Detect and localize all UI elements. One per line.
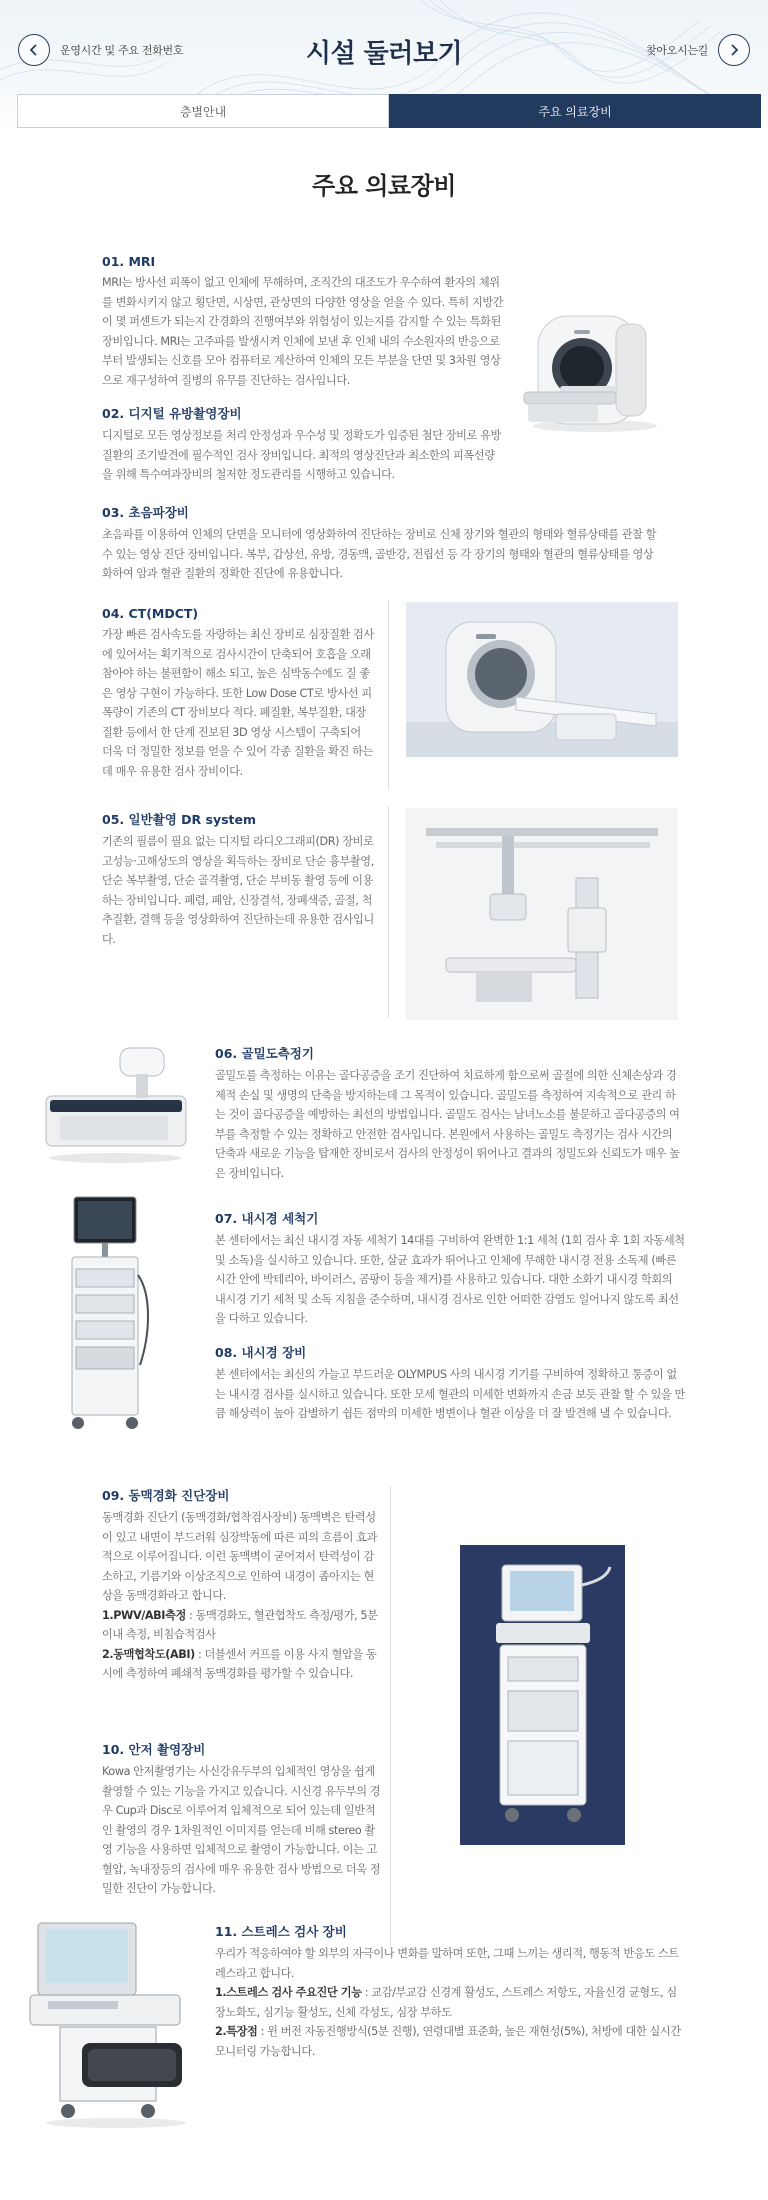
item-text: 동맥경화 진단기 (동맥경화/협착검사장비) 동맥벽은 탄력성이 있고 내면이 부드러워 심장박동에 따른 피의 흐름이 효과적으로 이루어집니다. 이런 동맥벽이 굳어져서 탄력성이 감소하고, 기름기와 이상조직으로 인하여 내경이 좁아지는 현상을 동맥경화라고 합니다. — [102, 1511, 378, 1602]
item-title: 07. 내시경 세척기 — [215, 1211, 319, 1226]
divider — [390, 1486, 391, 1946]
item-text: Kowa 안저촬영기는 사신강유두부의 입체적인 영상을 쉽게 촬영할 수 있는 기능을 가지고 있습니다. 시신경 유두부의 경우 Cup과 Disc로 이루어져 입체적으로 되어 있는데 일반적인 촬영의 경우 1차원적인 이미지를 얻는데 비해 stereo 촬영 기능을 사용하면 입체적으로 촬영이 가능합니다. 이는 고혈압, 녹내장등의 검사에 매우 유용한 검사 방법으로 더욱 정밀한 진단이 가능합니다. — [102, 1765, 381, 1895]
atherosclerosis-analyzer-image — [460, 1545, 625, 1845]
item-title: 11. 스트레스 검사 장비 — [215, 1924, 347, 1939]
section-title: 주요 의료장비 — [312, 172, 456, 200]
item-title: 01. MRI — [102, 254, 156, 269]
endoscope-tower-image — [64, 1195, 154, 1440]
equipment-item-mammography — [102, 404, 504, 485]
item-title: 08. 내시경 장비 — [215, 1345, 307, 1360]
item-title: 05. 일반촬영 DR system — [102, 812, 257, 827]
equipment-item-ct — [102, 606, 374, 781]
equipment-item-stress-test — [215, 1922, 685, 2061]
chevron-right-icon — [718, 34, 750, 66]
equipment-item-endoscope — [215, 1343, 685, 1424]
equipment-item-atherosclerosis — [102, 1486, 382, 1684]
item-text: 디지털로 모든 영상정보를 처리 안정성과 우수성 및 정확도가 입증된 첨단 장비로 유방질환의 조기발견에 필수적인 검사 장비입니다. 최적의 영상진단과 최소한의 피폭선량을 위해 특수여과장비의 철저한 정도관리를 시행하고 있습니다. — [102, 429, 501, 481]
mri-machine-image — [520, 300, 670, 435]
prev-page-label: 운영시간 및 주요 전화번호 — [60, 44, 184, 57]
item-title: 04. CT(MDCT) — [102, 606, 199, 621]
equipment-item-bone-densitometer — [215, 1044, 685, 1183]
item-text: 우리가 적응하여야 할 외부의 자극이나 변화를 말하며 또한, 그때 느끼는 생리적, 행동적 반응도 스트레스라고 합니다. — [215, 1947, 679, 1980]
item-title: 06. 골밀도측정기 — [215, 1046, 314, 1061]
item-text: 가장 빠른 검사속도를 자랑하는 최신 장비로 심장질환 검사에 있어서는 획기적으로 검사시간이 단축되어 호흡을 오래 참아야 하는 불편함이 해소 되고, 높은 심박동수에도 질 좋은 영상 구현이 가능하다. 또한 Low Dose CT로 방사선 피폭량이 기존의 CT 장비보다 적다. 폐질환, 복부질환, 대장질환 등에서 한 단계 진보된 3D 영상 시스템이 구축되어 더욱 더 정밀한 정보를 얻을 수 있어 각종 질환을 확진 하는데 매우 유용한 검사 장비이다. — [102, 628, 374, 778]
feature-item: 2.특장점 : 윈 버전 자동진행방식(5분 진행), 연령대별 표준화, 높은 재현성(5%), 처방에 대한 실시간 모니터링 가능합니다. — [215, 2025, 681, 2058]
item-title: 02. 디지털 유방촬영장비 — [102, 406, 242, 421]
divider — [388, 600, 389, 790]
feature-item: 1.스트레스 검사 주요진단 기능 : 교감/부교감 신경계 활성도, 스트레스 저항도, 자율신경 균형도, 심장노화도, 심기능 활성도, 신체 각성도, 심장 부하도 — [215, 1986, 677, 2019]
next-page-link[interactable] — [646, 34, 750, 66]
equipment-item-mri — [102, 254, 504, 390]
equipment-item-fundus-camera — [102, 1740, 382, 1899]
tab-medical-equipment[interactable]: 주요 의료장비 — [389, 94, 761, 128]
item-text: MRI는 방사선 피폭이 없고 인체에 무해하며, 조직간의 대조도가 우수하여 환자의 체위를 변화시키지 않고 횡단면, 시상면, 관상면의 다양한 영상을 얻을 수 있다. 특히 지방간이 몇 퍼센트가 되는지 간경화의 진행여부와 위험성이 있는지를 감지할 수 있는 특화된 장비입니다. MRI는 고주파를 발생시켜 인체에 보낸 후 인체 내의 수소원자의 반응으로부터 발생되는 신호를 모아 컴퓨터로 계산하여 인체의 모든 부분을 단면 및 3차원 영상으로 재구성하여 질병의 유무를 진단하는 검사입니다. — [102, 276, 504, 387]
page-title: 시설 둘러보기 — [305, 39, 463, 69]
item-text: 골밀도를 측정하는 이유는 골다공증을 조기 진단하여 치료하게 함으로써 골절에 의한 신체손상과 경제적 손실 및 생명의 단축을 방지하는데 그 목적이 있습니다. 골밀도를 측정하여 지속적으로 관리 하는 것이 골다공증을 예방하는 최선의 방법입니다. 골밀도 검사는 남녀노소를 불문하고 골다공증의 여부를 측정할 수 있는 정확하고 안전한 검사입니다. 본원에서 사용하는 골밀도 측정기는 검사 시간의 단축과 새로운 기능을 탑재한 장비로서 검사의 안정성이 뛰어나고 결과의 정밀도와 신뢰도가 매우 높은 장비입니다. — [215, 1069, 680, 1180]
equipment-item-endoscope-washer — [215, 1209, 685, 1329]
stress-test-device-image — [28, 1915, 203, 2130]
feature-item: 2.동맥협착도(ABI) : 더블센서 커프를 이용 사지 혈압을 동시에 측정하여 폐쇄적 동맥경화를 평가할 수 있습니다. — [102, 1647, 377, 1680]
item-title: 03. 초음파장비 — [102, 505, 189, 520]
divider — [388, 806, 389, 1018]
item-text: 본 센터에서는 최신 내시경 자동 세척기 14대를 구비하여 완벽한 1:1 세척 (1회 검사 후 1회 자동세척 및 소독)을 실시하고 있습니다. 또한, 살균 효과가 뛰어나고 인체에 무해한 내시경 전용 소독제 (빠른 시간 안에 박테리아, 바이러스, 곰팡이 등을 제거)를 사용하고 있습니다. 대한 소화기 내시경 학회의 내시경 기기 세척 및 소독 지침을 준수하며, 내시경 검사로 인한 어떠한 감염도 일어나지 않도록 최선을 다하고 있습니다. — [215, 1234, 685, 1325]
item-title: 10. 안저 촬영장비 — [102, 1742, 206, 1757]
item-text: 본 센터에서는 최신의 가늘고 부드러운 OLYMPUS 사의 내시경 기기를 구비하여 정확하고 통증이 없는 내시경 검사를 실시하고 있습니다. 또한 모세 혈관의 미세한 변화까지 손금 보듯 관찰 할 수 있을 만큼 해상력이 높아 감별하기 쉽든 점막의 미세한 병변이나 혈관 이상을 더 잘 발견해 낼 수 있습니다. — [215, 1368, 685, 1420]
next-page-label: 찾아오시는길 — [646, 44, 708, 57]
equipment-item-dr-system — [102, 810, 374, 949]
item-text: 기존의 필름이 필요 없는 디지털 라디오그래피(DR) 장비로 고성능·고해상도의 영상을 획득하는 장비로 단순 흉부촬영, 단순 복부촬영, 단순 골격촬영, 단순 부비동 촬영 등에 이용하는 장비입니다. 폐렴, 폐암, 신장결석, 장폐색증, 골절, 척추질환, 결핵 등을 영상화하여 진단하는데 유용한 검사입니다. — [102, 835, 374, 946]
bone-densitometer-image — [40, 1040, 190, 1165]
tab-floor-guide[interactable]: 층별안내 — [17, 94, 389, 128]
dr-system-image — [406, 808, 678, 1020]
item-text: 초음파를 이용하여 인체의 단면을 모니터에 영상화하여 진단하는 장비로 신체 장기와 혈관의 형태와 혈류상태를 관찰 할 수 있는 영상 진단 장비입니다. 복부, 갑상선, 유방, 경동맥, 골반강, 전립선 등 각 장기의 형태와 혈관의 혈류상태를 영상화하여 암과 혈관 질환의 정확한 진단에 유용합니다. — [102, 528, 657, 580]
tab-bar — [17, 94, 761, 128]
ct-scanner-image — [406, 602, 678, 757]
equipment-item-ultrasound — [102, 503, 662, 584]
feature-item: 1.PWV/ABI측정 : 동맥경화도, 혈관협착도 측정/평가, 5분이내 측정, 비침습적검사 — [102, 1608, 378, 1641]
item-title: 09. 동맥경화 진단장비 — [102, 1488, 230, 1503]
